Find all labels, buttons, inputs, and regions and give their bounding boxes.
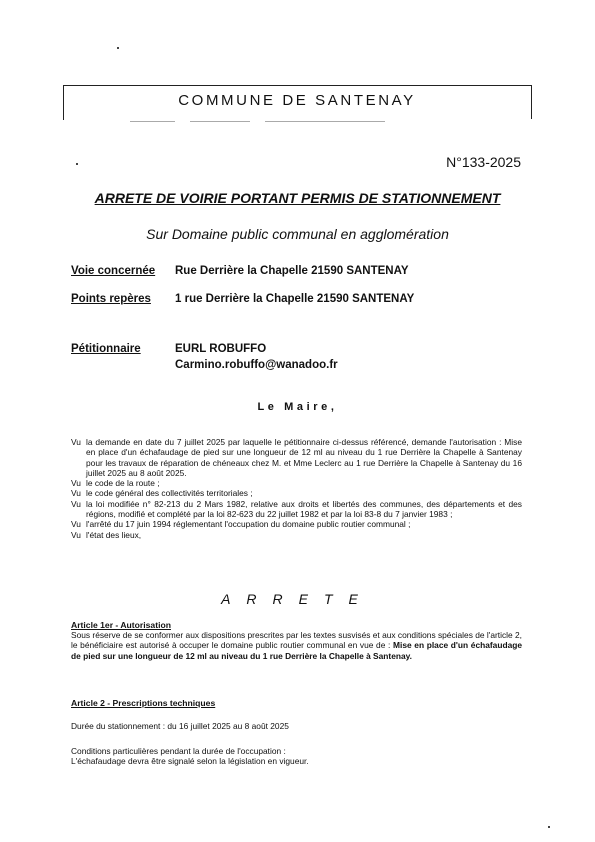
field-label-petitionnaire: Pétitionnaire — [71, 343, 141, 355]
considerant-head: Vu — [71, 498, 81, 509]
article-2-title: Article 2 - Prescriptions techniques — [71, 698, 216, 708]
article-2-signalisation: L'échafaudage devra être signalé selon la législation en vigueur. — [71, 756, 309, 766]
header-faded-line — [265, 121, 385, 122]
arrete-number: N°133-2025 — [446, 154, 521, 170]
le-maire-heading: Le Maire, — [257, 401, 338, 413]
considerant-head: Vu — [71, 478, 81, 489]
considerant-item — [71, 519, 522, 529]
commune-name: COMMUNE DE SANTENAY — [178, 92, 416, 109]
article-1-title: Article 1er - Autorisation — [71, 620, 171, 630]
field-value-voie: Rue Derrière la Chapelle 21590 SANTENAY — [175, 265, 409, 277]
article-2-conditions: Conditions particulières pendant la durée de l'occupation : — [71, 746, 286, 756]
considerant-text: l'état des lieux, — [86, 529, 142, 540]
scan-speck — [548, 826, 550, 828]
considerant-item — [71, 478, 522, 488]
considerant-item — [71, 530, 522, 540]
article-2-duree: Durée du stationnement : du 16 juillet 2025 au 8 août 2025 — [71, 721, 289, 731]
scan-speck — [117, 47, 119, 49]
article-1-text-plain: Sous réserve de se conformer aux dispositions prescrites par les textes susvisés et aux conditions spéciales de l'article 2, le bénéficiaire est autorisé à occuper le domaine public routier communal en vue de : — [71, 630, 522, 651]
field-label-points-reperes: Points repères — [71, 293, 151, 305]
considerant-head: Vu — [71, 529, 81, 540]
considerants-list — [71, 437, 522, 540]
considerant-item — [71, 437, 522, 478]
article-1-text-bold: Mise en place d'un échafaudage de pied sur une longueur de 12 ml au niveau du 1 rue Derrière la Chapelle à Santenay. — [71, 640, 522, 661]
document-subtitle: Sur Domaine public communal en agglomération — [146, 226, 449, 242]
considerant-item — [71, 488, 522, 498]
considerant-head: Vu — [71, 437, 81, 447]
considerant-head: Vu — [71, 488, 81, 499]
arrete-heading: ARRETE — [221, 591, 374, 607]
article-1-text — [71, 630, 522, 661]
considerant-head: Vu — [71, 519, 81, 530]
header-frame-right-line — [531, 85, 532, 119]
field-value-petitionnaire: EURL ROBUFFO — [175, 343, 267, 355]
scan-speck — [76, 163, 78, 165]
header-faded-line — [190, 121, 250, 122]
field-value-email: Carmino.robuffo@wanadoo.fr — [175, 359, 338, 371]
document-title: ARRETE DE VOIRIE PORTANT PERMIS DE STATIONNEMENT — [94, 190, 501, 206]
considerant-text: l'arrêté du 17 juin 1994 réglementant l'occupation du domaine public routier communal ; — [86, 519, 411, 530]
considerant-text: le code de la route ; — [86, 478, 160, 489]
field-label-voie: Voie concernée — [71, 265, 156, 277]
header-faded-line — [130, 121, 175, 122]
considerant-text: la loi modifiée n° 82-213 du 2 Mars 1982, relative aux droits et libertés des communes, des départements et des régions, modifié et complété par la loi 82-623 du 22 juillet 1982 et par la loi 83-8 du 7 janvier 1983 ; — [86, 498, 522, 520]
considerant-item — [71, 499, 522, 520]
considerant-text: le code général des collectivités territoriales ; — [86, 488, 253, 499]
field-value-points-reperes: 1 rue Derrière la Chapelle 21590 SANTENAY — [175, 293, 415, 305]
considerant-text: la demande en date du 7 juillet 2025 par laquelle le pétitionnaire ci-dessus référencé, demande l'autorisation : Mise en place d'un échafaudage de pied sur une longueur de 12 ml au niveau du 1 rue Derrière la Chapelle à Santenay pour les travaux de réparation de chéneaux chez M. et Mme Leclerc au 1 rue Derrière la Chapelle à Santenay du 16 juillet 2025 au 8 août 2025. — [86, 437, 522, 478]
